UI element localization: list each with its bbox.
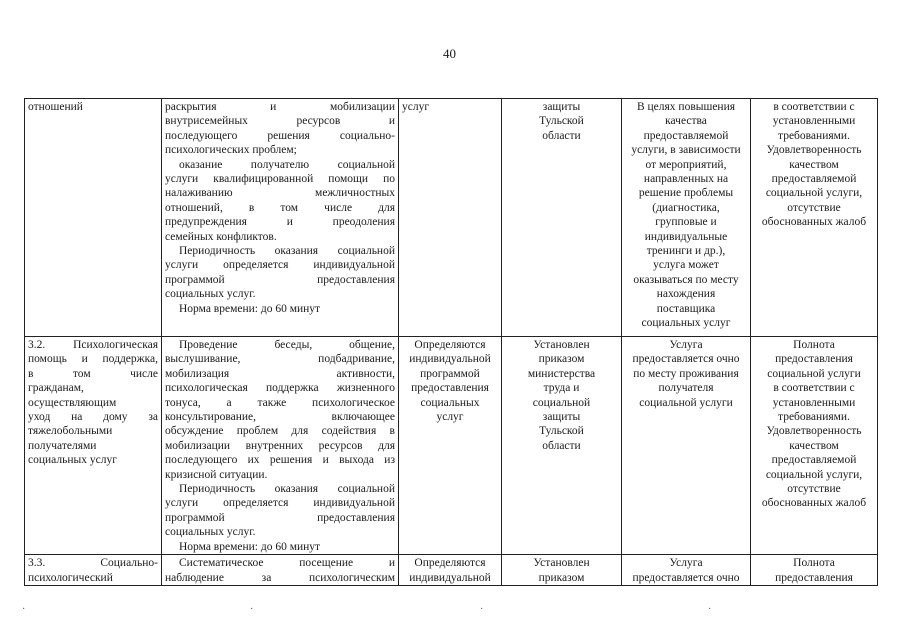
cell-text-line: Услуга xyxy=(669,557,703,570)
cell-text-line: установленными xyxy=(772,115,856,128)
cell-text-line: программой xyxy=(420,367,480,380)
scan-dot: · xyxy=(22,604,26,615)
quality-cell xyxy=(751,99,878,337)
cell-text-line: Полнота xyxy=(793,339,835,351)
cell-text-line: в соответствии с xyxy=(773,382,855,395)
cell-text-line: отсутствие xyxy=(787,483,841,496)
cell-text-line: мобилизация активности, xyxy=(165,367,395,380)
cell-text-line: Норма времени: до 60 минут xyxy=(179,302,321,315)
cell-text-line: обоснованных жалоб xyxy=(761,497,867,510)
cell-text-line: выслушивание, подбадривание, xyxy=(165,353,395,366)
cell-text-line: требованиями. xyxy=(778,129,850,142)
cell-text-line: качества xyxy=(665,115,707,128)
services-table xyxy=(24,98,878,586)
cell-text-line: отношений, в том числе для xyxy=(165,201,395,214)
tariff-cell xyxy=(502,99,622,337)
volume-cell xyxy=(399,99,502,337)
cell-text-line: Норма времени: до 60 минут xyxy=(179,540,321,553)
cell-text-line: Проведение беседы, общение, xyxy=(179,339,395,351)
conditions-cell xyxy=(622,555,751,586)
cell-text-line: Услуга xyxy=(669,339,703,351)
cell-text-line: Полнота xyxy=(793,557,835,570)
cell-text-line: мобилизации внутренних ресурсов для xyxy=(165,439,395,452)
cell-text-line: (диагностика, xyxy=(652,201,720,214)
cell-text-line: 3.2. Психологическая xyxy=(28,339,158,351)
cell-text-line: психологическая поддержка жизненного xyxy=(165,382,395,395)
volume-cell xyxy=(399,555,502,586)
cell-text-line: социальной услуги xyxy=(639,396,733,409)
table-row xyxy=(25,555,878,586)
cell-text-line: услуги, в зависимости xyxy=(631,144,741,157)
scan-dot: · xyxy=(250,604,254,615)
cell-text-line: психологических проблем; xyxy=(165,144,297,157)
cell-text-line: предоставляемой xyxy=(771,173,857,186)
cell-text-line: индивидуальные xyxy=(644,230,728,243)
cell-text-line: последующего их решения и выхода из xyxy=(165,454,395,467)
service-name-cell xyxy=(25,337,162,555)
cell-text-line: Установлен xyxy=(533,557,590,570)
cell-text-line: отсутствие xyxy=(787,201,841,214)
cell-text-line: Тульской xyxy=(539,425,584,438)
cell-text-line: обоснованных жалоб xyxy=(761,216,867,229)
quality-cell xyxy=(751,337,878,555)
cell-text-line: социальных услуг. xyxy=(165,526,256,539)
cell-text-line: консультирование, включающее xyxy=(165,411,395,424)
cell-text-line: получателя xyxy=(658,382,714,395)
cell-text-line: тонуса, а также психологическое xyxy=(165,396,395,409)
table-row xyxy=(25,337,878,555)
tariff-cell xyxy=(502,555,622,586)
cell-text-line: Систематическое посещение и xyxy=(179,557,395,570)
cell-text-line: услуга может xyxy=(653,259,719,272)
cell-text-line: психологический xyxy=(28,571,113,584)
cell-text-line: Определяются xyxy=(414,557,486,570)
cell-text-line: в том числе xyxy=(28,367,158,380)
cell-text-line: социальной услуги xyxy=(767,367,861,380)
cell-text-line: от мероприятий, xyxy=(645,158,727,171)
cell-text-line: налаживанию межличностных xyxy=(165,187,395,200)
cell-text-line: предоставляется очно xyxy=(632,571,740,584)
cell-text-line: в соответствии с xyxy=(773,101,855,113)
cell-text-line: социальных услуг xyxy=(641,317,731,330)
scan-marks xyxy=(0,604,899,616)
cell-text-line: предупреждения и преодоления xyxy=(165,216,395,229)
cell-text-line: нахождения xyxy=(656,288,716,301)
cell-text-line: обсуждение проблем для содействия в xyxy=(165,425,395,438)
cell-text-line: министерства xyxy=(527,367,596,380)
cell-text-line: предоставляемой xyxy=(643,129,729,142)
page-number: 40 xyxy=(443,46,456,61)
cell-text-line: качеством xyxy=(789,439,839,452)
cell-text-line: Удовлетворенность xyxy=(766,425,862,438)
cell-text-line: требованиями. xyxy=(778,411,850,424)
cell-text-line: индивидуальной xyxy=(409,571,491,584)
cell-text-line: отношений xyxy=(28,101,83,113)
conditions-cell xyxy=(622,99,751,337)
service-content-cell xyxy=(162,99,399,337)
cell-text-line: социальной xyxy=(532,396,591,409)
cell-text-line: услуг xyxy=(402,101,430,113)
cell-text-line: оказываться по месту xyxy=(633,273,739,286)
cell-text-line: предоставления xyxy=(411,382,489,395)
cell-text-line: области xyxy=(542,129,581,142)
cell-text-line: предоставляемой xyxy=(771,454,857,467)
cell-text-line: последующего решения социально- xyxy=(165,129,395,142)
cell-text-line: услуги квалифицированной помощи по xyxy=(165,173,395,186)
cell-text-line: раскрытия и мобилизации xyxy=(165,101,395,113)
cell-text-line: социальных услуг xyxy=(28,454,117,467)
cell-text-line: наблюдение за психологическим xyxy=(165,571,395,584)
cell-text-line: социальной услуги, xyxy=(765,468,863,481)
cell-text-line: Периодичность оказания социальной xyxy=(179,483,395,496)
cell-text-line: предоставления xyxy=(775,571,853,584)
service-name-cell xyxy=(25,99,162,337)
cell-text-line: предоставляется очно xyxy=(632,353,740,366)
cell-text-line: решение проблемы xyxy=(638,187,734,200)
cell-text-line: защиты xyxy=(542,101,581,113)
cell-text-line: по месту проживания xyxy=(633,367,739,380)
cell-text-line: гражданам, xyxy=(28,382,84,395)
cell-text-line: направленных на xyxy=(643,173,729,186)
cell-text-line: качеством xyxy=(789,158,839,171)
scan-dot: · xyxy=(708,604,712,615)
cell-text-line: индивидуальной xyxy=(409,353,491,366)
cell-text-line: групповые и xyxy=(655,216,717,229)
cell-text-line: социальной услуги, xyxy=(765,187,863,200)
cell-text-line: приказом xyxy=(538,571,585,584)
conditions-cell xyxy=(622,337,751,555)
cell-text-line: предоставления xyxy=(775,353,853,366)
cell-text-line: Установлен xyxy=(533,339,590,351)
cell-text-line: оказание получателю социальной xyxy=(179,158,395,171)
cell-text-line: программой предоставления xyxy=(165,511,395,524)
cell-text-line: уход на дому за xyxy=(28,411,158,424)
volume-cell xyxy=(399,337,502,555)
cell-text-line: тренинги и др.), xyxy=(646,245,726,258)
cell-text-line: Удовлетворенность xyxy=(766,144,862,157)
tariff-cell xyxy=(502,337,622,555)
cell-text-line: семейных конфликтов. xyxy=(165,230,277,243)
service-content-cell xyxy=(162,555,399,586)
cell-text-line: услуги определяется индивидуальной xyxy=(165,497,395,510)
cell-text-line: получателями xyxy=(28,439,97,452)
cell-text-line: Периодичность оказания социальной xyxy=(179,245,395,258)
quality-cell xyxy=(751,555,878,586)
table-row xyxy=(25,99,878,337)
cell-text-line: поставщика xyxy=(656,302,716,315)
cell-text-line: услуги определяется индивидуальной xyxy=(165,259,395,272)
cell-text-line: осуществляющим xyxy=(28,396,117,409)
cell-text-line: социальных xyxy=(420,396,480,409)
service-name-cell xyxy=(25,555,162,586)
cell-text-line: тяжелобольными xyxy=(28,425,113,438)
cell-text-line: 3.3. Социально- xyxy=(28,557,158,570)
cell-text-line: помощь и поддержка, xyxy=(28,353,158,366)
cell-text-line: В целях повышения xyxy=(636,101,736,113)
cell-text-line: кризисной ситуации. xyxy=(165,468,268,481)
cell-text-line: области xyxy=(542,439,581,452)
service-content-cell xyxy=(162,337,399,555)
cell-text-line: программой предоставления xyxy=(165,273,395,286)
cell-text-line: услуг xyxy=(436,411,464,424)
scan-dot: · xyxy=(480,604,484,615)
cell-text-line: социальных услуг. xyxy=(165,288,256,301)
cell-text-line: внутрисемейных ресурсов и xyxy=(165,115,395,128)
cell-text-line: Тульской xyxy=(539,115,584,128)
cell-text-line: труда и xyxy=(543,382,580,395)
cell-text-line: установленными xyxy=(772,396,856,409)
cell-text-line: Определяются xyxy=(414,339,486,351)
cell-text-line: приказом xyxy=(538,353,585,366)
cell-text-line: защиты xyxy=(542,411,581,424)
